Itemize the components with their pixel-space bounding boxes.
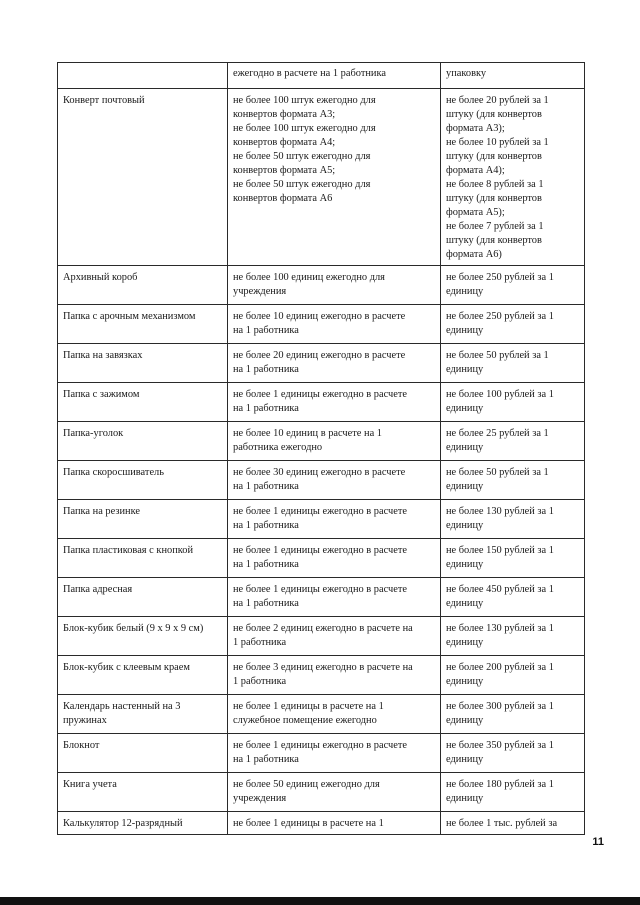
- quantity-norm: ежегодно в расчете на 1 работника: [233, 68, 386, 79]
- norm-cell: [228, 344, 441, 383]
- item-name-cell: [58, 500, 228, 539]
- table-row: [58, 656, 585, 695]
- price-cell: [441, 63, 585, 89]
- item-name-cell: [58, 422, 228, 461]
- quantity-norm: не более 1 единицы ежегодно в расчете на 1 работника: [233, 389, 408, 414]
- quantity-norm: не более 20 единиц ежегодно в расчете на 1 работника: [233, 350, 406, 375]
- price-norm: не более 100 рублей за 1 единицу: [446, 389, 554, 414]
- item-name: Календарь настенный на 3 пружинах: [63, 701, 181, 726]
- item-name: Папка-уголок: [63, 428, 124, 439]
- item-name-cell: [58, 63, 228, 89]
- item-name: Книга учета: [63, 779, 117, 790]
- item-name: Папка с арочным механизмом: [63, 311, 196, 322]
- item-name: Папка скоросшиватель: [63, 467, 164, 478]
- norm-cell: [228, 422, 441, 461]
- table-row: [58, 695, 585, 734]
- norm-cell: [228, 812, 441, 835]
- quantity-norm: не более 3 единиц ежегодно в расчете на 1 работника: [233, 662, 413, 687]
- item-name-cell: [58, 734, 228, 773]
- norm-cell: [228, 773, 441, 812]
- table-row: [58, 344, 585, 383]
- table-row: [58, 461, 585, 500]
- item-name: Архивный короб: [63, 272, 138, 283]
- quantity-norm: не более 1 единицы ежегодно в расчете на 1 работника: [233, 584, 408, 609]
- item-name: Папка на резинке: [63, 506, 140, 517]
- quantity-norm: не более 1 единицы ежегодно в расчете на 1 работника: [233, 545, 408, 570]
- quantity-norm: не более 1 единицы в расчете на 1: [233, 818, 384, 829]
- table-row: [58, 266, 585, 305]
- quantity-norm: не более 50 единиц ежегодно для учреждения: [233, 779, 380, 804]
- price-cell: [441, 422, 585, 461]
- norm-cell: [228, 500, 441, 539]
- item-name: Калькулятор 12-разрядный: [63, 818, 183, 829]
- table-row: [58, 812, 585, 835]
- item-name-cell: [58, 266, 228, 305]
- page-number: 11: [592, 836, 604, 848]
- norm-cell: [228, 305, 441, 344]
- price-norm: не более 300 рублей за 1 единицу: [446, 701, 554, 726]
- norm-cell: [228, 63, 441, 89]
- price-cell: [441, 461, 585, 500]
- item-name-cell: [58, 344, 228, 383]
- item-name-cell: [58, 383, 228, 422]
- table-row: [58, 617, 585, 656]
- item-name: Папка пластиковая с кнопкой: [63, 545, 194, 556]
- item-name: Папка с зажимом: [63, 389, 140, 400]
- table-row: [58, 89, 585, 266]
- norm-cell: [228, 734, 441, 773]
- price-cell: [441, 578, 585, 617]
- item-name: Блокнот: [63, 740, 100, 751]
- price-cell: [441, 695, 585, 734]
- norm-cell: [228, 383, 441, 422]
- price-norm: не более 25 рублей за 1 единицу: [446, 428, 549, 453]
- norm-cell: [228, 89, 441, 266]
- quantity-norm: не более 30 единиц ежегодно в расчете на 1 работника: [233, 467, 406, 492]
- price-cell: [441, 617, 585, 656]
- table-row: [58, 500, 585, 539]
- table-row: [58, 539, 585, 578]
- item-name: Папка на завязках: [63, 350, 143, 361]
- item-name: Конверт почтовый: [63, 95, 145, 106]
- item-name: Блок-кубик белый (9 х 9 х 9 см): [63, 623, 204, 634]
- item-name: Папка адресная: [63, 584, 133, 595]
- item-name-cell: [58, 656, 228, 695]
- scan-edge-bar: [0, 897, 640, 905]
- price-norm: не более 50 рублей за 1 единицу: [446, 467, 549, 492]
- quantity-norm: не более 10 единиц в расчете на 1 работника ежегодно: [233, 428, 382, 453]
- quantity-norm: не более 100 единиц ежегодно для учреждения: [233, 272, 385, 297]
- quantity-norm: не более 100 штук ежегодно для конвертов формата А3; не более 100 штук ежегодно для конвертов формата А4; не более 50 штук ежегодно для конвертов формата А5; не более 50 штук ежегодно для конвертов формата А6: [233, 95, 376, 204]
- price-norm: не более 150 рублей за 1 единицу: [446, 545, 554, 570]
- price-cell: [441, 89, 585, 266]
- item-name-cell: [58, 812, 228, 835]
- price-norm: не более 130 рублей за 1 единицу: [446, 506, 554, 531]
- price-cell: [441, 773, 585, 812]
- price-norm: не более 1 тыс. рублей за: [446, 818, 558, 829]
- table-row: [58, 422, 585, 461]
- quantity-norm: не более 10 единиц ежегодно в расчете на 1 работника: [233, 311, 406, 336]
- price-cell: [441, 500, 585, 539]
- norm-cell: [228, 578, 441, 617]
- price-cell: [441, 656, 585, 695]
- item-name-cell: [58, 617, 228, 656]
- item-name: Блок-кубик с клеевым краем: [63, 662, 190, 673]
- table-row: [58, 578, 585, 617]
- norm-cell: [228, 266, 441, 305]
- item-name-cell: [58, 695, 228, 734]
- table-row: [58, 63, 585, 89]
- table-row: [58, 305, 585, 344]
- quantity-norm: не более 1 единицы в расчете на 1 служебное помещение ежегодно: [233, 701, 384, 726]
- price-cell: [441, 266, 585, 305]
- price-cell: [441, 383, 585, 422]
- price-cell: [441, 305, 585, 344]
- item-name-cell: [58, 89, 228, 266]
- price-norm: не более 180 рублей за 1 единицу: [446, 779, 554, 804]
- price-norm: не более 50 рублей за 1 единицу: [446, 350, 549, 375]
- norm-cell: [228, 617, 441, 656]
- price-norm: упаковку: [446, 68, 487, 79]
- quantity-norm: не более 1 единицы ежегодно в расчете на 1 работника: [233, 740, 408, 765]
- item-name-cell: [58, 773, 228, 812]
- price-norm: не более 200 рублей за 1 единицу: [446, 662, 554, 687]
- price-cell: [441, 344, 585, 383]
- item-name-cell: [58, 539, 228, 578]
- norm-cell: [228, 539, 441, 578]
- price-norm: не более 130 рублей за 1 единицу: [446, 623, 554, 648]
- norm-cell: [228, 656, 441, 695]
- norm-cell: [228, 695, 441, 734]
- norm-cell: [228, 461, 441, 500]
- quantity-norm: не более 2 единиц ежегодно в расчете на 1 работника: [233, 623, 413, 648]
- item-name-cell: [58, 461, 228, 500]
- price-norm: не более 350 рублей за 1 единицу: [446, 740, 554, 765]
- price-cell: [441, 812, 585, 835]
- table-row: [58, 773, 585, 812]
- table-row: [58, 383, 585, 422]
- price-norm: не более 250 рублей за 1 единицу: [446, 272, 554, 297]
- price-norm: не более 20 рублей за 1 штуку (для конвертов формата А3); не более 10 рублей за 1 штуку (для конвертов формата А4); не более 8 рублей за 1 штуку (для конвертов формата А5); не более 7 рублей за 1 штуку (для конвертов формата А6): [446, 95, 549, 260]
- item-name-cell: [58, 578, 228, 617]
- norms-table: [57, 62, 585, 835]
- table-row: [58, 734, 585, 773]
- price-cell: [441, 539, 585, 578]
- price-norm: не более 450 рублей за 1 единицу: [446, 584, 554, 609]
- price-norm: не более 250 рублей за 1 единицу: [446, 311, 554, 336]
- item-name-cell: [58, 305, 228, 344]
- price-cell: [441, 734, 585, 773]
- quantity-norm: не более 1 единицы ежегодно в расчете на 1 работника: [233, 506, 408, 531]
